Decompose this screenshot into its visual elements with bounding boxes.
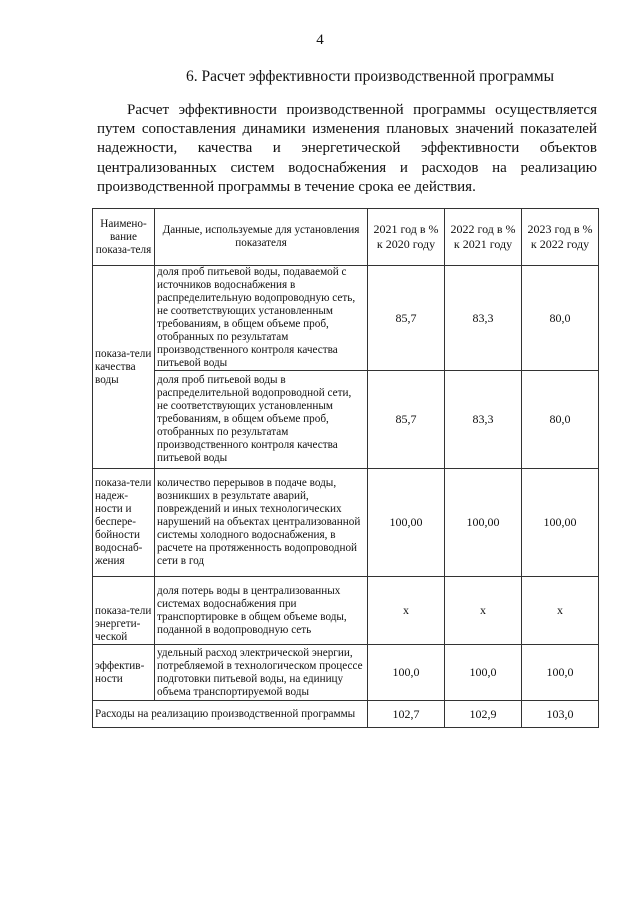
row-value-2022: 83,3	[445, 371, 522, 469]
row-desc: доля проб питьевой воды, подаваемой с источников водоснабжения в распределительную водопроводную сеть, не соответствующих установленным требованиям, в общем объеме проб, отобранных по результатам производственного контроля качества питьевой воды	[155, 266, 368, 371]
table-row	[93, 577, 599, 645]
row-desc: количество перерывов в подаче воды, возникших в результате аварий, повреждений и иных технологических нарушений на объектах централизованной системы холодного водоснабжения, в расчете на протяженность водопроводной сети в год	[155, 469, 368, 577]
row-value-2022: 83,3	[445, 266, 522, 371]
row-desc: удельный расход электрической энергии, потребляемой в технологическом процессе подготовки питьевой воды, на единицу объема транспортируемой воды	[155, 645, 368, 701]
row-desc: доля проб питьевой воды в распределительной водопроводной сети, не соответствующих установленным требованиям, в общем объеме проб, отобранных по результатам производственного контроля качества питьевой воды	[155, 371, 368, 469]
header-name: Наимено-вание показа-теля	[93, 209, 155, 266]
footer-value-2022: 102,9	[445, 701, 522, 728]
table-row	[93, 469, 599, 577]
footer-label: Расходы на реализацию производственной программы	[93, 701, 368, 728]
row-value-2021: 100,00	[368, 469, 445, 577]
row-value-2022: х	[445, 577, 522, 645]
footer-value-2023: 103,0	[522, 701, 599, 728]
row-value-2021: 85,7	[368, 371, 445, 469]
section-title: 6. Расчет эффективности производственной программы	[186, 68, 554, 85]
intro-paragraph: Расчет эффективности производственной программы осуществляется путем сопоставления динамики изменения плановых значений показателей надежности, качества и энергетической эффективности объектов централизованных систем водоснабжения и расходов на реализацию производственной программы в течение срока ее действия.	[97, 102, 597, 195]
footer-value-2021: 102,7	[368, 701, 445, 728]
row-value-2022: 100,0	[445, 645, 522, 701]
row-value-2023: х	[522, 577, 599, 645]
table-row	[93, 266, 599, 371]
group-energy: показа-тели энергети-ческой	[93, 577, 155, 645]
group-energy-continued: эффектив-ности	[93, 645, 155, 701]
table-footer-row	[93, 701, 599, 728]
group-quality: показа-тели качества воды	[93, 266, 155, 469]
row-desc: доля потерь воды в централизованных системах водоснабжения при транспортировке в общем объеме воды, поданной в водопроводную сеть	[155, 577, 368, 645]
row-value-2023: 80,0	[522, 371, 599, 469]
row-value-2023: 100,00	[522, 469, 599, 577]
table-header-row	[93, 209, 599, 266]
table-row	[93, 645, 599, 701]
row-value-2021: 100,0	[368, 645, 445, 701]
row-value-2021: 85,7	[368, 266, 445, 371]
header-2021: 2021 год в % к 2020 году	[368, 209, 445, 266]
row-value-2022: 100,00	[445, 469, 522, 577]
header-data: Данные, используемые для установления показателя	[155, 209, 368, 266]
row-value-2023: 100,0	[522, 645, 599, 701]
header-2023: 2023 год в % к 2022 году	[522, 209, 599, 266]
row-value-2021: х	[368, 577, 445, 645]
table-row	[93, 371, 599, 469]
efficiency-table	[92, 208, 599, 728]
group-reliability: показа-тели надеж-ности и беспере-бойности водоснаб-жения	[93, 469, 155, 577]
header-2022: 2022 год в % к 2021 году	[445, 209, 522, 266]
row-value-2023: 80,0	[522, 266, 599, 371]
page-number: 4	[316, 32, 324, 48]
